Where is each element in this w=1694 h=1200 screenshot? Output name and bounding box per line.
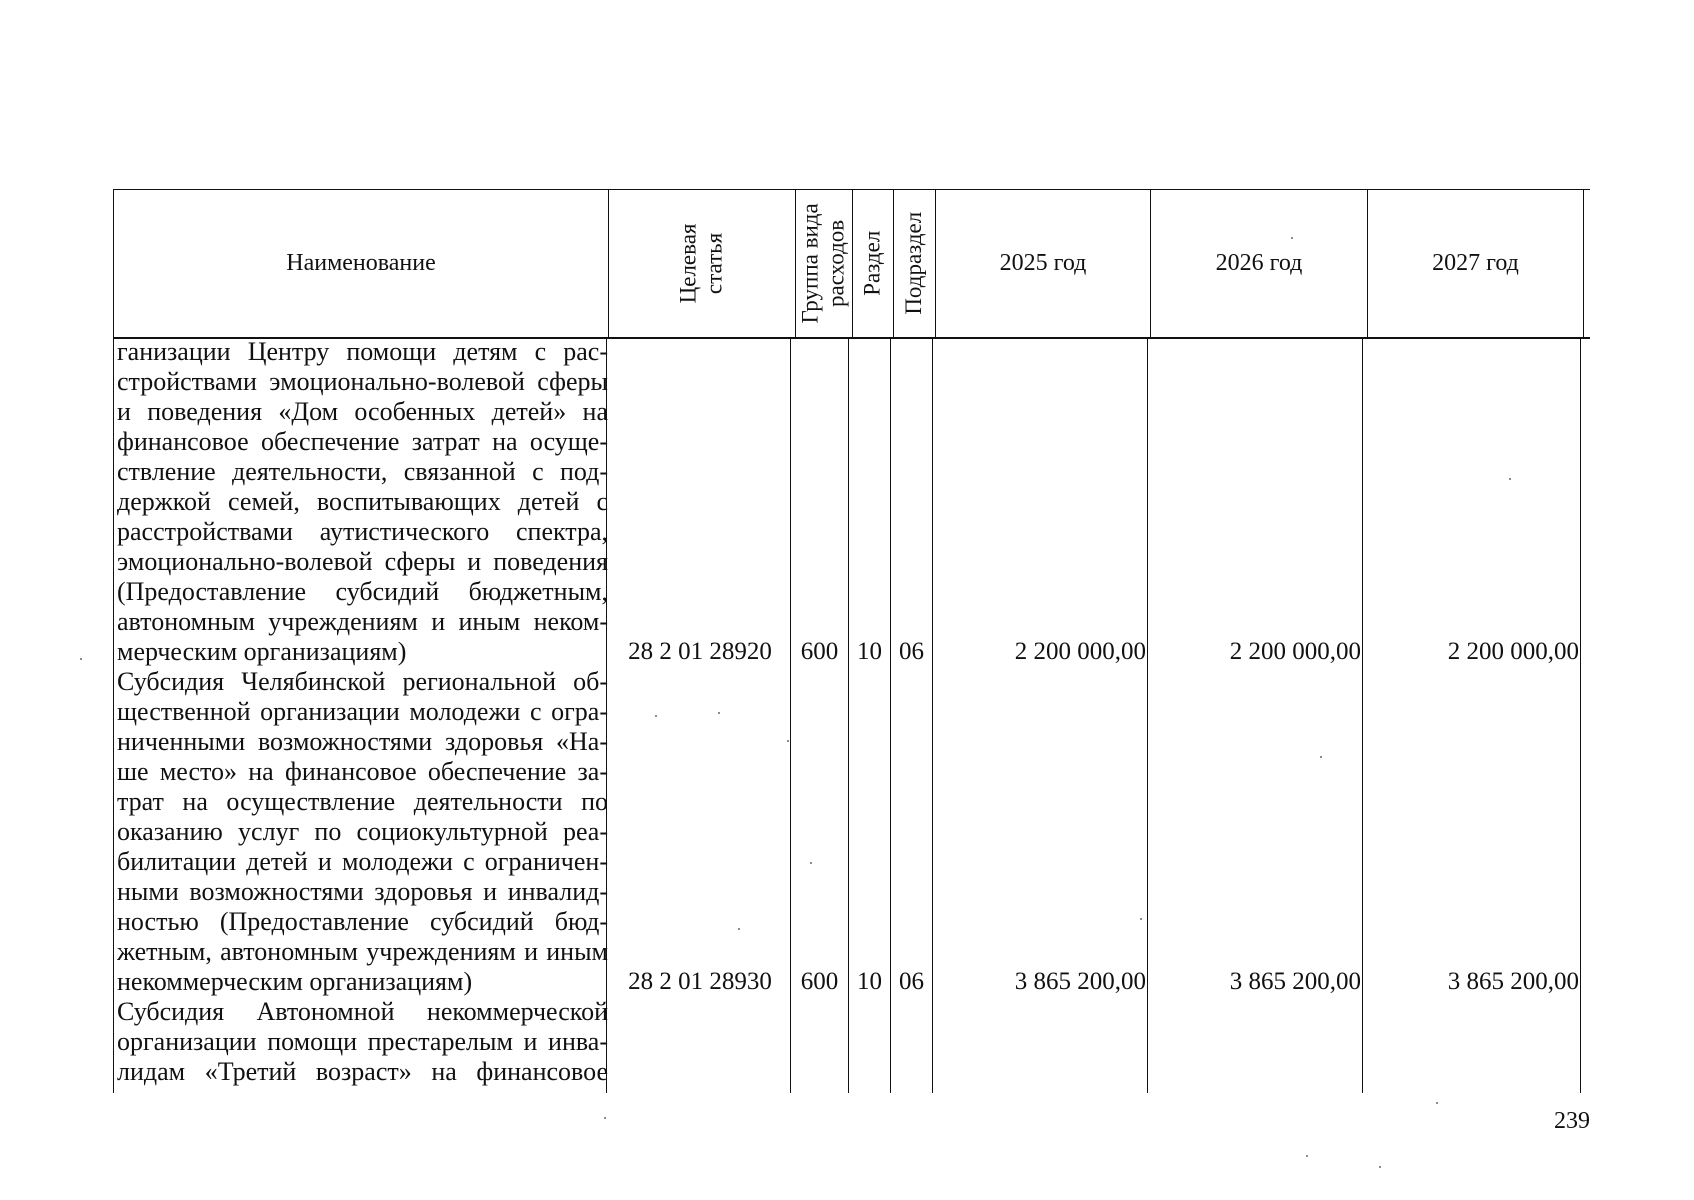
text-line: Субсидия Автономной некоммерческой bbox=[117, 997, 608, 1026]
header-section-label: Раздел bbox=[859, 230, 885, 297]
scan-speck bbox=[787, 740, 789, 742]
row1-2027-amount: 2 200 000,00 bbox=[1447, 638, 1579, 665]
scan-speck bbox=[1320, 756, 1322, 758]
header-2025-label: 2025 год bbox=[999, 250, 1087, 277]
text-line: жетным, автономным учреждениям и иным bbox=[117, 937, 608, 966]
header-target-article-line1: Целевая bbox=[675, 223, 701, 304]
text-line: (Предоставление субсидий бюджетным, bbox=[117, 577, 608, 606]
row1-target-article: 28 2 01 28920 bbox=[628, 638, 772, 665]
body-col-divider-2026 bbox=[1362, 339, 1363, 1093]
text-line: ше место» на финансовое обеспечение за- bbox=[117, 757, 608, 786]
scan-speck bbox=[810, 862, 812, 864]
scan-speck bbox=[1291, 237, 1293, 239]
row2-2025-amount: 3 865 200,00 bbox=[1014, 968, 1146, 995]
header-2026 bbox=[1151, 190, 1367, 337]
body-col-divider-2025 bbox=[1147, 339, 1148, 1093]
header-section bbox=[853, 190, 893, 337]
header-name bbox=[114, 190, 608, 337]
row1-2026-amount: 2 200 000,00 bbox=[1229, 638, 1361, 665]
text-line: ными возможностями здоровья и инвалид- bbox=[117, 877, 608, 906]
text-line: оказанию услуг по социокультурной реа- bbox=[117, 817, 608, 846]
header-name-label: Наименование bbox=[286, 250, 436, 277]
text-line: ностью (Предоставление субсидий бюд- bbox=[117, 907, 608, 936]
text-line: мерческим организациям) bbox=[117, 637, 407, 666]
row1-2025-amount: 2 200 000,00 bbox=[1014, 638, 1146, 665]
row2-target-article: 28 2 01 28930 bbox=[628, 968, 772, 995]
scan-speck bbox=[1140, 918, 1142, 920]
row2-2027-amount: 3 865 200,00 bbox=[1447, 968, 1579, 995]
header-expense-group bbox=[796, 190, 852, 337]
text-line: расстройствами аутистического спектра, bbox=[117, 517, 608, 546]
scan-speck bbox=[738, 928, 740, 930]
scan-speck bbox=[1509, 478, 1511, 480]
header-target-article-line2: статья bbox=[701, 232, 727, 295]
text-line: держкой семей, воспитывающих детей с bbox=[117, 487, 608, 516]
scan-speck bbox=[1436, 1102, 1438, 1104]
scan-speck bbox=[1379, 1166, 1381, 1168]
row1-section: 10 bbox=[857, 638, 882, 665]
text-line: финансовое обеспечение затрат на осуще- bbox=[117, 427, 608, 456]
row2-subsection: 06 bbox=[899, 968, 924, 995]
row2-2026-amount: 3 865 200,00 bbox=[1229, 968, 1361, 995]
page-number: 239 bbox=[1554, 1108, 1590, 1134]
header-2027 bbox=[1368, 190, 1583, 337]
text-line: организации помощи престарелым и инва- bbox=[117, 1027, 608, 1056]
text-line: трат на осуществление деятельности по bbox=[117, 787, 608, 816]
text-line: эмоционально-волевой сферы и поведения bbox=[117, 547, 608, 576]
header-expense-group-line2: расходов bbox=[824, 219, 850, 308]
scan-speck bbox=[80, 658, 82, 660]
text-line: Субсидия Челябинской региональной об- bbox=[117, 667, 608, 696]
text-line: лидам «Третий возраст» на финансовое bbox=[117, 1057, 608, 1086]
text-line: некоммерческим организациям) bbox=[117, 967, 473, 996]
text-line: автономным учреждениям и иным неком- bbox=[117, 607, 608, 636]
header-subsection-label: Подраздел bbox=[901, 212, 927, 315]
scan-speck bbox=[718, 712, 720, 714]
text-line: ниченными возможностями здоровья «На- bbox=[117, 727, 608, 756]
scan-speck bbox=[1306, 1155, 1308, 1157]
scan-speck bbox=[655, 715, 657, 717]
header-target-article bbox=[609, 190, 795, 337]
row1-subsection: 06 bbox=[899, 638, 924, 665]
text-line: щественной организации молодежи с огра- bbox=[117, 697, 608, 726]
body-col-divider-subsection bbox=[932, 339, 933, 1093]
row1-expense-group: 600 bbox=[800, 638, 839, 665]
table-right-border-header bbox=[1583, 189, 1584, 337]
body-right-border bbox=[1580, 339, 1581, 1093]
header-expense-group-line1: Группа вида bbox=[797, 203, 823, 324]
header-2026-label: 2026 год bbox=[1215, 250, 1303, 277]
text-line: стройствами эмоционально-волевой сферы bbox=[117, 367, 608, 396]
row2-expense-group: 600 bbox=[800, 968, 839, 995]
name-column-text bbox=[117, 337, 608, 1093]
row2-section: 10 bbox=[857, 968, 882, 995]
text-line: билитации детей и молодежи с ограничен- bbox=[117, 847, 608, 876]
text-line: и поведения «Дом особенных детей» на bbox=[117, 397, 608, 426]
text-line: ганизации Центру помощи детям с рас- bbox=[117, 337, 608, 366]
header-2027-label: 2027 год bbox=[1432, 250, 1519, 277]
scan-speck bbox=[604, 1117, 606, 1119]
text-line: ствление деятельности, связанной с под- bbox=[117, 457, 608, 486]
header-subsection bbox=[894, 190, 935, 337]
header-2025 bbox=[936, 190, 1150, 337]
